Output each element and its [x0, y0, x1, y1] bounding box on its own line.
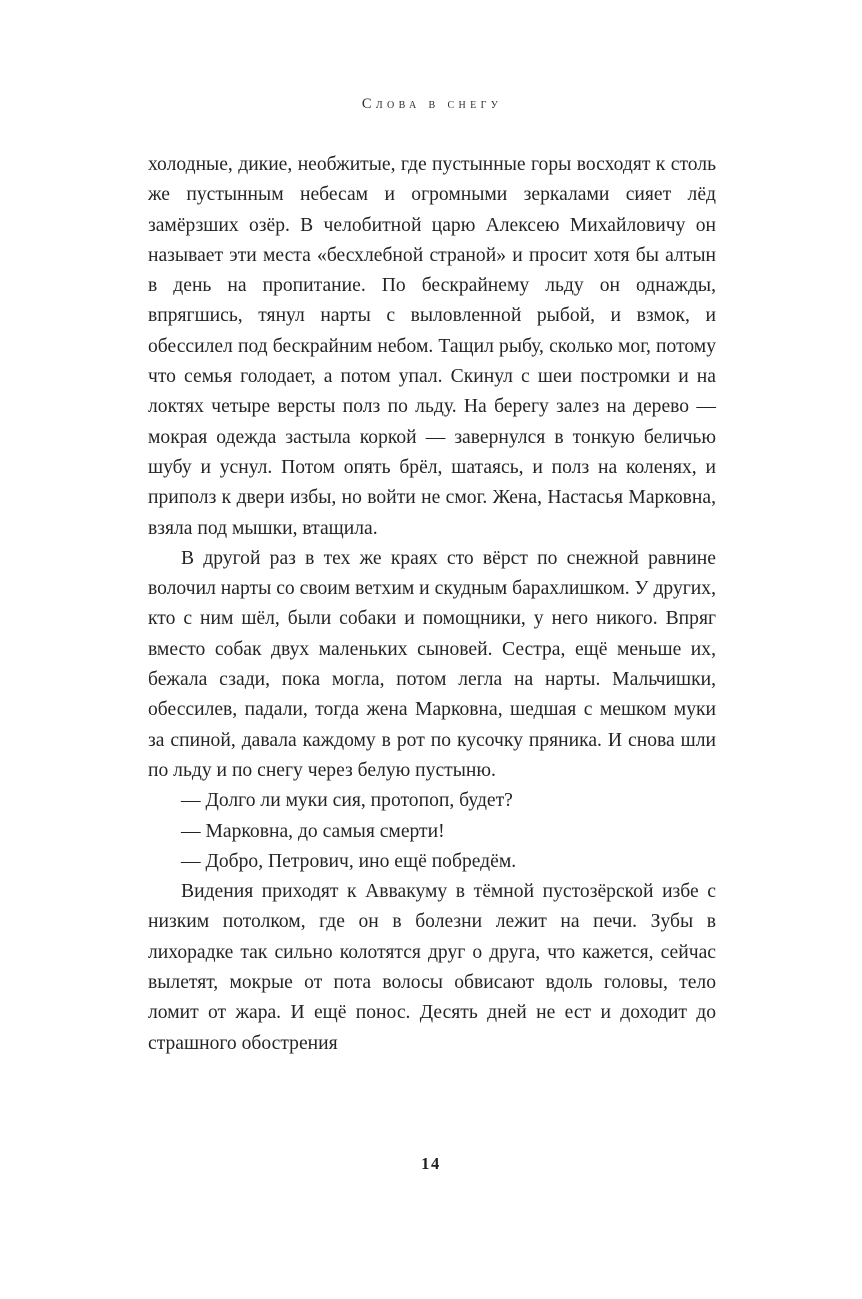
- running-header: Слова в снегу: [361, 96, 503, 112]
- paragraph: В другой раз в тех же краях сто вёрст по снежной равнине волочил нарты со своим ветхим и скудным барахлишком. У других, кто с ним шёл, были собаки и помощники, у него никого. Впряг вместо собак двух маленьких сыновей. Сестра, ещё меньше их, бежала сзади, пока могла, потом легла на нарты. Мальчишки, обессилев, падали, тогда жена Марковна, шедшая с мешком муки за спиной, давала каждому в рот по кусочку пряника. И снова шли по льду и по снегу через белую пустыню.: [148, 547, 716, 781]
- paragraph: — Добро, Петрович, ино ещё побредём.: [181, 850, 517, 872]
- page-number: 14: [421, 1154, 441, 1173]
- paragraph: холодные, дикие, необжитые, где пустынные горы восходят к столь же пустынным небесам и огромными зеркалами сияет лёд замёрзших озёр. В челобитной царю Алексею Михайловичу он называет эти места «бесхлебной страной» и просит хотя бы алтын в день на пропитание. По бескрайнему льду он однажды, впрягшись, тянул нарты с выловленной рыбой, и взмок, и обессилел под бескрайним небом. Тащил рыбу, сколько мог, потому что семья голодает, а потом упал. Скинул с шеи постромки и на локтях четыре версты полз по льду. На берегу залез на дерево — мокрая одежда застыла коркой — завернулся в тонкую беличью шубу и уснул. Потом опять брёл, шатаясь, и полз на коленях, и приполз к двери избы, но войти не смог. Жена, Настасья Марковна, взяла под мышки, втащила.: [148, 154, 716, 539]
- paragraph: Видения приходят к Аввакуму в тёмной пустозёрской избе с низким потолком, где он в болезни лежит на печи. Зубы в лихорадке так сильно колотятся друг о друга, что кажется, сейчас вылетят, мокрые от пота волосы обвисают вдоль головы, тело ломит от жара. И ещё понос. Десять дней не ест и доходит до страшного обострения: [148, 881, 716, 1054]
- paragraph: — Долго ли муки сия, протопоп, будет?: [181, 790, 513, 812]
- paragraph: — Марковна, до самыя смерти!: [181, 820, 445, 842]
- page-body: [148, 150, 716, 1059]
